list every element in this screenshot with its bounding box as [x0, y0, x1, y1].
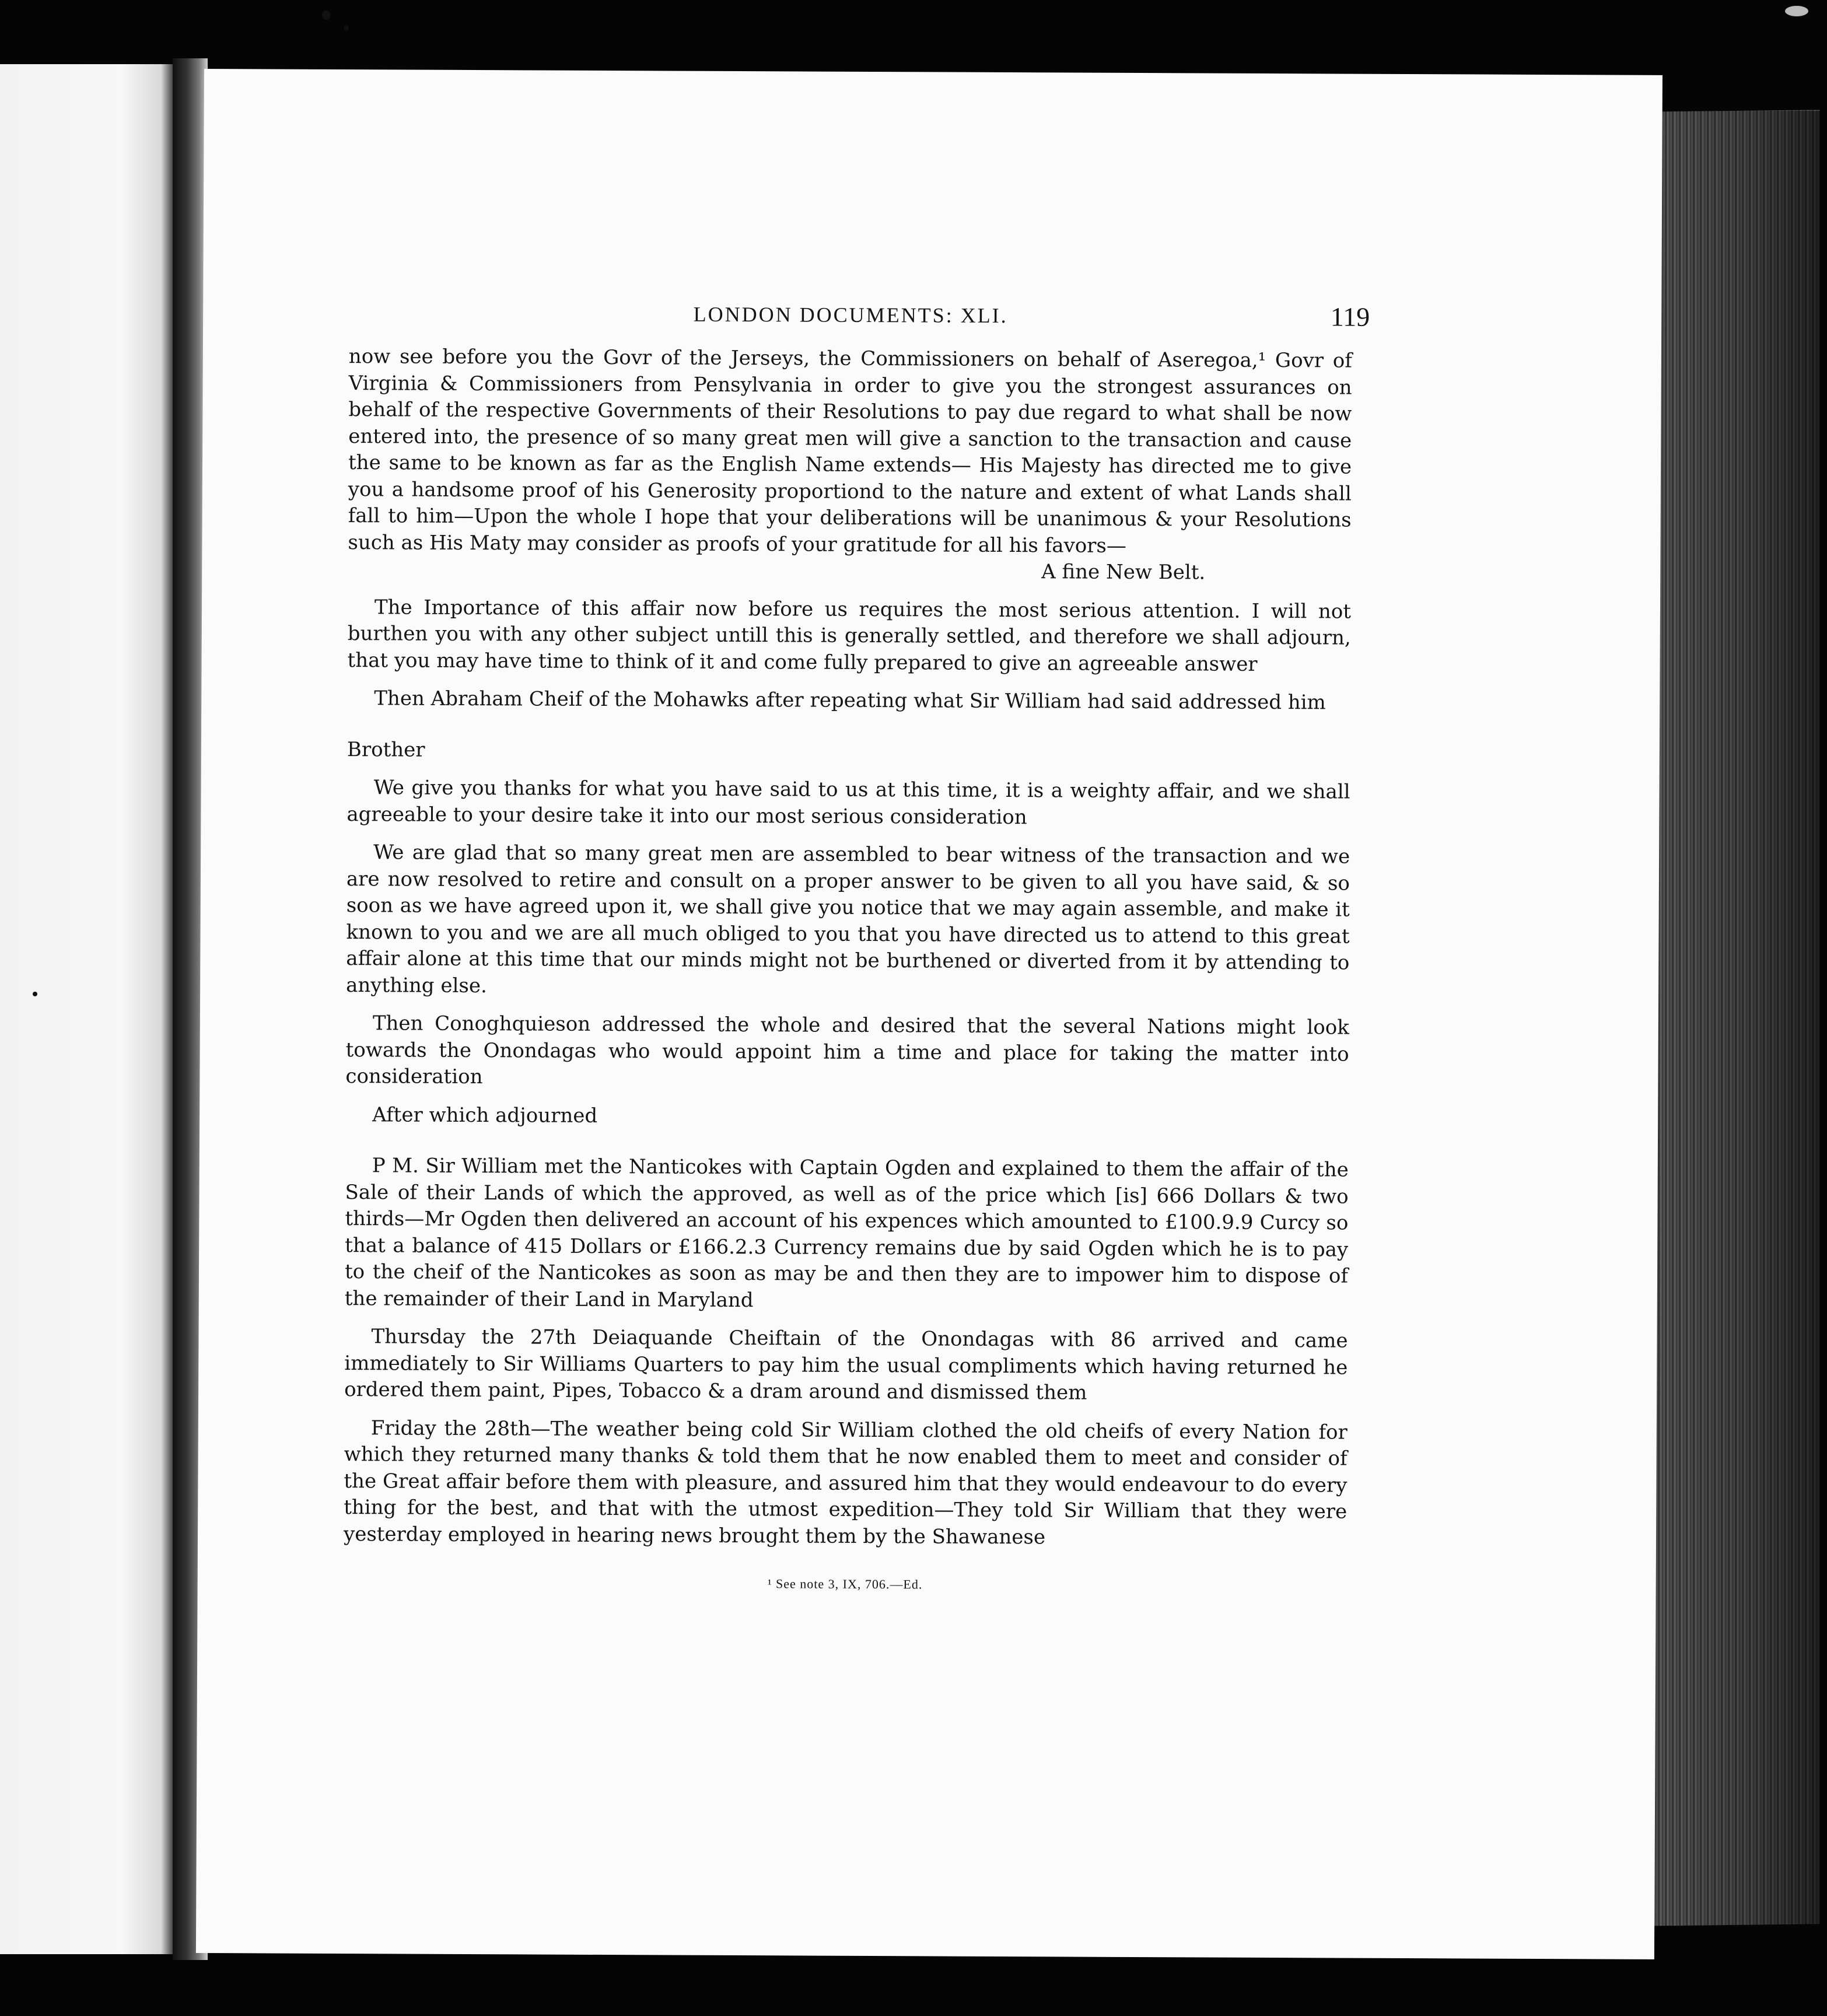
page-number: 119	[1330, 302, 1370, 332]
running-head	[349, 297, 1370, 337]
document-page	[196, 69, 1662, 1959]
salutation: Brother	[346, 737, 425, 762]
footnote: ¹ See note 3, IX, 706.—Ed.	[767, 1576, 923, 1592]
paragraph-10: Friday the 28th—The weather being cold Sir William clothed the old cheifs of every Nation for which they returned many thanks & told them that he now enabled them to meet and consider of the Great affair before them with pleasure, and assured him that they would endeavour to do every thing for the best, and that with the utmost expedition—They told Sir William that they were yesterday employed in hearing news brought them by the Shawanese	[343, 1416, 1348, 1549]
paragraph-7: After which adjourned	[372, 1102, 598, 1128]
scan-speck	[322, 10, 330, 20]
scan-speck	[344, 26, 349, 30]
scan-speck	[1785, 6, 1808, 16]
page-edges-shadow	[1645, 111, 1820, 1925]
paragraph-5: We are glad that so many great men are assembled to bear witness of the transaction and we are now resolved to retire and consult on a proper answer to be given to all you have said, & so soon as we have agreed upon it, we shall give you notice that we may again assemble, and make it known to you and we are all much obliged to you that you have directed us to attend to this great affair alone at this time that our minds might not be burthened or diverted from it by attending to anything else.	[346, 841, 1350, 998]
belt-caption: A fine New Belt.	[1041, 560, 1206, 584]
page-content	[343, 297, 1370, 1594]
paragraph-1: now see before you the Govr of the Jerseys, the Commissioners on behalf of Aseregoa,¹ Govr of Virginia & Commissioners from Pensylvania in order to give you the strongest assurances on behalf of the respective Governments of their Resolutions to pay due regard to what shall be now entered into, the presence of so many great men will give a sanction to the transaction and cause the same to be known as far as the English Name extends— His Majesty has directed me to give you a handsome proof of his Generosity proportiond to the nature and extent of what Lands shall fall to him—Upon the whole I hope that your deliberations will be unanimous & your Resolutions such as His Maty may consider as proofs of your gratitude for all his favors—	[348, 345, 1352, 558]
paragraph-2: The Importance of this affair now before us requires the most serious attention. I will not burthen you with any other subject untill this is generally settled, and therefore we shall adjourn, that you may have time to think of it and come fully prepared to give an agreeable answer	[347, 595, 1352, 676]
ink-speck	[33, 992, 37, 996]
paragraph-6: Then Conoghquieson addressed the whole and desired that the several Nations might look towards the Onondagas who would appoint him a time and place for taking the matter into consideration	[345, 1012, 1349, 1089]
paragraph-8: P M. Sir William met the Nanticokes with Captain Ogden and explained to them the affair of the Sale of their Lands of which the approved, as well as of the price which [is] 666 Dollars & two thirds—Mr Ogden then delivered an account of his expences which amounted to £100.9.9 Curcy so that a balance of 415 Dollars or £166.2.3 Currency remains due by said Ogden which he is to pay to the cheif of the Nanticokes as soon as may be and then they are to impower him to dispose of the remainder of their Land in Maryland	[344, 1154, 1349, 1312]
body-text	[344, 344, 1352, 1552]
running-title: LONDON DOCUMENTS: XLI.	[693, 302, 1008, 328]
facing-page	[0, 64, 175, 1954]
paragraph-4: We give you thanks for what you have said to us at this time, it is a weighty affair, and we shall agreeable to your desire take it into our most serious consideration	[346, 776, 1350, 829]
paragraph-9: Thursday the 27th Deiaquande Cheiftain of the Onondagas with 86 arrived and came immediately to Sir Williams Quarters to pay him the usual compliments which having returned he ordered them paint, Pipes, Tobacco & a dram around and dismissed them	[344, 1325, 1348, 1405]
paragraph-3: Then Abraham Cheif of the Mohawks after repeating what Sir William had said addressed him	[374, 687, 1326, 715]
